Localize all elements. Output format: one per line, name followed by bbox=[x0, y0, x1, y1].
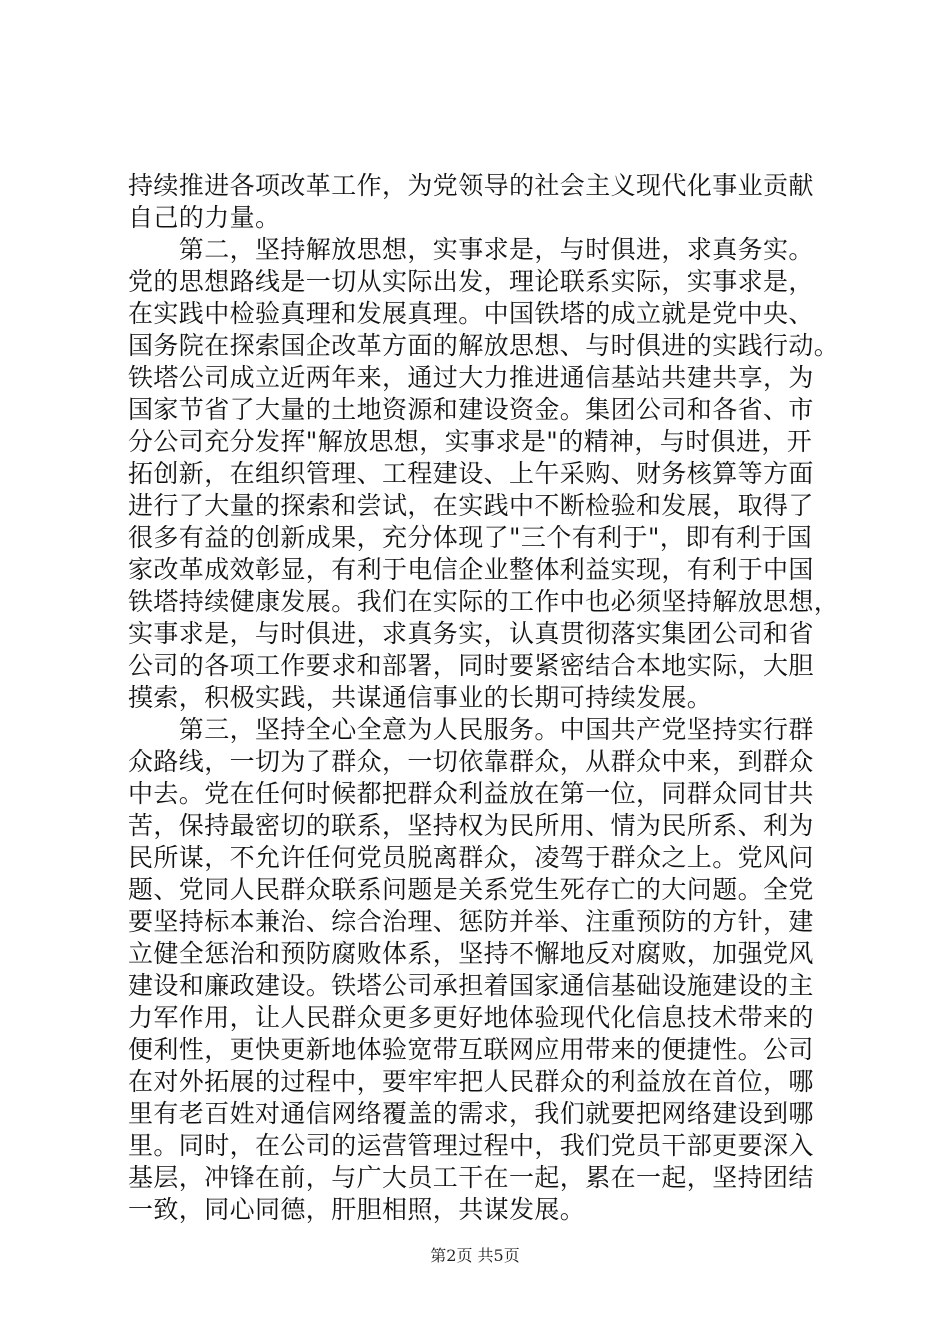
text-line: 力军作用，让人民群众更多更好地体验现代化信息技术带来的 bbox=[128, 1003, 814, 1032]
text-line: 第二，坚持解放思想，实事求是，与时俱进，求真务实。 bbox=[128, 235, 814, 264]
text-line: 分公司充分发挥"解放思想，实事求是"的精神，与时俱进，开 bbox=[128, 427, 813, 456]
text-line: 苦，保持最密切的联系，坚持权为民所用、情为民所系、利为 bbox=[128, 811, 814, 840]
text-line: 家改革成效彰显，有利于电信企业整体利益实现，有利于中国 bbox=[128, 555, 814, 584]
text-line: 一致，同心同德，肝胆相照，共谋发展。 bbox=[128, 1195, 586, 1224]
text-line: 自己的力量。 bbox=[128, 203, 281, 232]
text-line: 党的思想路线是一切从实际出发，理论联系实际，实事求是， bbox=[128, 267, 814, 296]
text-line: 国家节省了大量的土地资源和建设资金。集团公司和各省、市 bbox=[128, 395, 814, 424]
text-line: 摸索，积极实践，共谋通信事业的长期可持续发展。 bbox=[128, 683, 713, 712]
text-line: 铁塔持续健康发展。我们在实际的工作中也必须坚持解放思想， bbox=[128, 587, 840, 616]
text-line: 中去。党在任何时候都把群众利益放在第一位，同群众同甘共 bbox=[128, 779, 814, 808]
text-line: 实事求是，与时俱进，求真务实，认真贯彻落实集团公司和省 bbox=[128, 619, 814, 648]
text-line: 进行了大量的探索和尝试，在实践中不断检验和发展，取得了 bbox=[128, 491, 814, 520]
text-line: 要坚持标本兼治、综合治理、惩防并举、注重预防的方针，建 bbox=[128, 907, 814, 936]
text-line: 铁塔公司成立近两年来，通过大力推进通信基站共建共享，为 bbox=[128, 363, 814, 392]
page-footer: 第2页 共5页 bbox=[430, 1246, 520, 1265]
text-line: 公司的各项工作要求和部署，同时要紧密结合本地实际，大胆 bbox=[128, 651, 814, 680]
text-line: 里。同时，在公司的运营管理过程中，我们党员干部更要深入 bbox=[128, 1131, 814, 1160]
text-line: 持续推进各项改革工作，为党领导的社会主义现代化事业贡献 bbox=[128, 171, 814, 200]
text-line: 便利性，更快更新地体验宽带互联网应用带来的便捷性。公司 bbox=[128, 1035, 814, 1064]
text-line: 建设和廉政建设。铁塔公司承担着国家通信基础设施建设的主 bbox=[128, 971, 814, 1000]
text-line: 民所谋，不允许任何党员脱离群众，凌驾于群众之上。党风问 bbox=[128, 843, 814, 872]
document-body bbox=[128, 170, 840, 1226]
text-line: 立健全惩治和预防腐败体系，坚持不懈地反对腐败，加强党风 bbox=[128, 939, 814, 968]
text-line: 基层，冲锋在前，与广大员工干在一起，累在一起，坚持团结 bbox=[128, 1163, 814, 1192]
text-line: 在实践中检验真理和发展真理。中国铁塔的成立就是党中央、 bbox=[128, 299, 814, 328]
text-line: 国务院在探索国企改革方面的解放思想、与时俱进的实践行动。 bbox=[128, 331, 840, 360]
text-line: 众路线，一切为了群众，一切依靠群众，从群众中来，到群众 bbox=[128, 747, 814, 776]
text-line: 里有老百姓对通信网络覆盖的需求，我们就要把网络建设到哪 bbox=[128, 1099, 814, 1128]
text-line: 在对外拓展的过程中，要牢牢把人民群众的利益放在首位，哪 bbox=[128, 1067, 814, 1096]
text-line: 第三，坚持全心全意为人民服务。中国共产党坚持实行群 bbox=[128, 715, 814, 744]
text-line: 题、党同人民群众联系问题是关系党生死存亡的大问题。全党 bbox=[128, 875, 814, 904]
text-line: 拓创新，在组织管理、工程建设、上午采购、财务核算等方面 bbox=[128, 459, 814, 488]
text-line: 很多有益的创新成果，充分体现了"三个有利于"，即有利于国 bbox=[128, 523, 813, 552]
